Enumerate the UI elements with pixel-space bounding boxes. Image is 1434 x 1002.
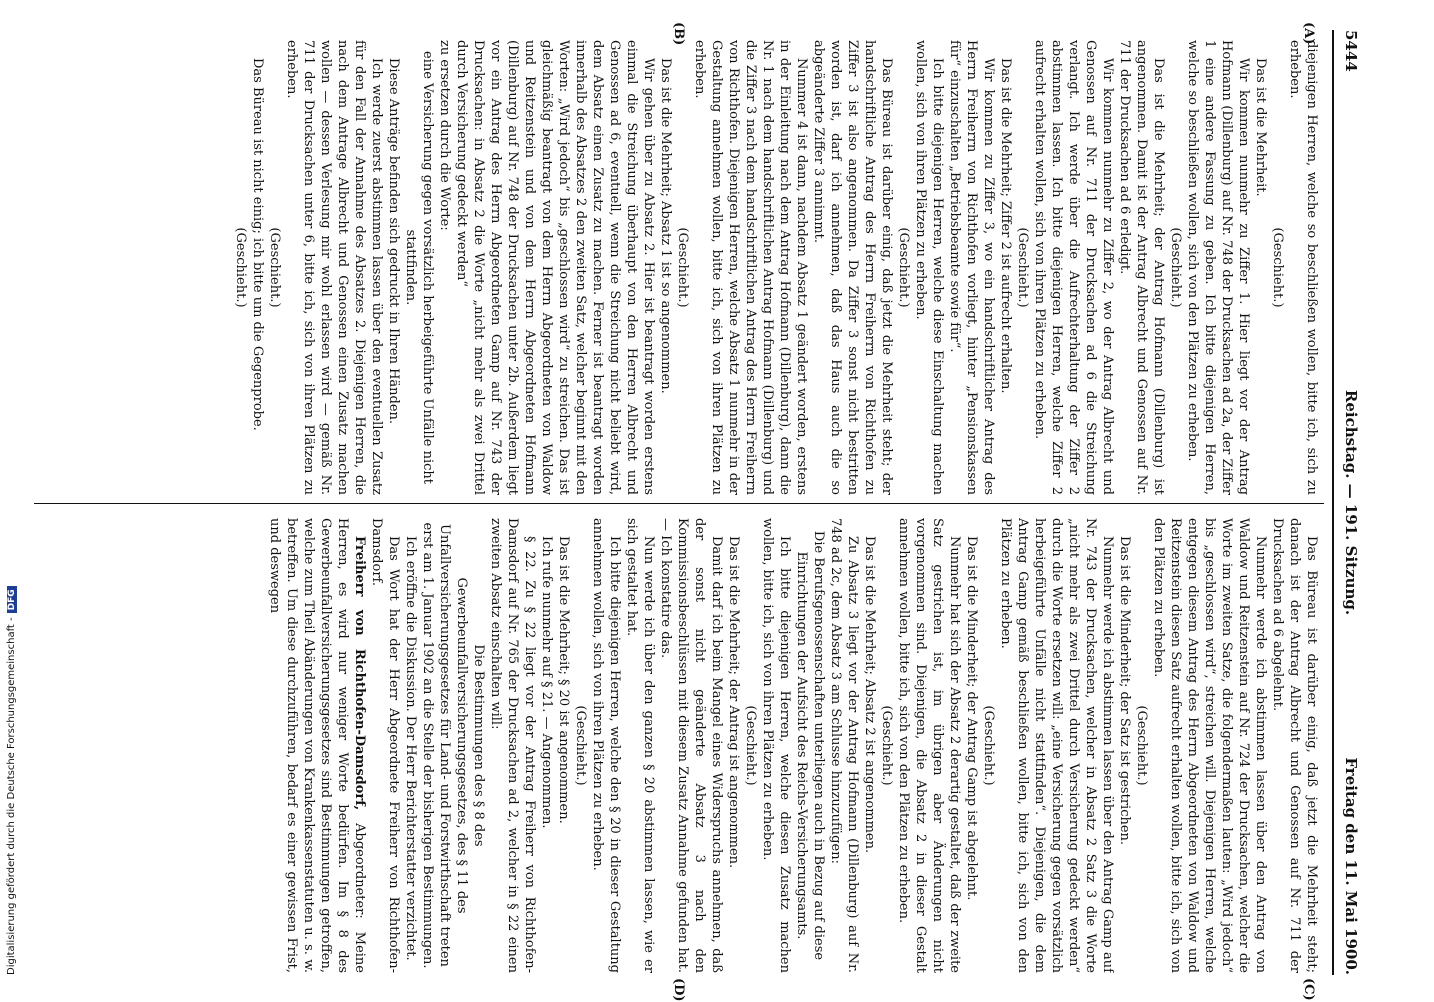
paragraph: Das Büreau ist darüber einig, daß jetzt die Mehrheit steht; danach ist der Antrag Albrecht und Genossen auf Nr. 711 der Drucksachen ad 6 abgelehnt. bbox=[1270, 518, 1319, 973]
stage-direction: (Geschieht.) bbox=[233, 227, 248, 308]
digitization-credit bbox=[0, 0, 30, 1000]
speaker-name: Freiherr von Richthofen-Damsdorf, bbox=[352, 536, 367, 811]
paragraph bbox=[266, 518, 368, 973]
margin-mark-a: (A) bbox=[1301, 22, 1316, 45]
paragraph: Die Berufsgenossenschaften unterliegen auch in Bezug auf diese Einrichtungen der Aufsicht des Reichs-Versicherungsamts. bbox=[794, 530, 826, 961]
paragraph: Das ist die Mehrheit; § 20 ist angenommen. bbox=[556, 536, 571, 824]
paragraph: Nunmehr werde ich abstimmen lassen über den Antrag von Waldow und Reitzenstein auf Nr. 724 der Drucksachen, welcher die Worte im zweiten Satze, die folgendermaßen lauten: „Wird jedoch“ bis „geschlossen wird“, streichen will. Diejenigen Herren, welche entgegen diesem Antrag des Herrn Abgeordneten von Waldow und Reitzenstein diesen Satz aufrecht erhalten wollen, bitte ich, sich von den Plätzen zu erheben. bbox=[1151, 518, 1268, 973]
paragraph: Wir kommen zu Ziffer 3, wo ein handschriftlicher Antrag des Herrn Freiherrn von Richthofen vorliegt, hinter „Pensionskassen für“ einzuschalten „Betriebsbeamte sowie für“. bbox=[947, 40, 996, 495]
stage-direction: (Geschieht.) bbox=[743, 705, 758, 786]
stage-direction: (Geschieht.) bbox=[1270, 227, 1285, 308]
paragraph: § 22. Zu § 22 liegt vor der Antrag Freiherr von Richthofen-Damsdorf auf Nr. 765 der Drucksachen ad 2, welcher in § 22 einen zweiten Absatz einschalten will: bbox=[488, 518, 537, 973]
stage-direction: (Geschieht.) bbox=[981, 705, 996, 786]
paragraph: Wir kommen nunmehr zu Ziffer 1. Hier liegt vor der Antrag Hofmann (Dillenburg) auf Nr. 748 der Drucksachen ad 2a, der Ziffer 1 eine andere Fassung zu geben. Ich bitte diejenigen Herren, welche so beschließen wollen, sich von den Plätzen zu erheben. bbox=[1185, 40, 1251, 495]
column-divider bbox=[34, 503, 1324, 504]
paragraph: Das ist die Mehrheit; der Antrag Hofmann (Dillenburg) ist angenommen. Damit ist der Antrag Albrecht und Genossen auf Nr. 711 der Drucksachen ad 6 erledigt. bbox=[1117, 40, 1166, 495]
paragraph: Ich werde zuerst abstimmen lassen über den eventuellen Zusatz für den Fall der Annahme des Absatzes 2. Diejenigen Herren, die nach dem Antrage Albrecht und Genossen einen Zusatz machen wollen — dessen Verlesung mir wohl erlassen wird — gemäß Nr. 711 der Drucksachen unter 6, bitte ich, sich von ihren Plätzen zu erheben. bbox=[284, 40, 384, 495]
paragraph: Das ist die Mehrheit; Ziffer 2 ist aufrecht erhalten. bbox=[998, 58, 1013, 394]
stage-direction: (Geschieht.) bbox=[1168, 227, 1183, 308]
paragraph: Das Wort hat der Herr Abgeordnete Freiherr von Richthofen-Damsdorf. bbox=[369, 518, 401, 973]
margin-mark-d: (D) bbox=[671, 978, 686, 1002]
paragraph: zu ersetzen durch die Worte: bbox=[437, 40, 452, 231]
session-date: Freitag den 11. Mai 1900. bbox=[1342, 757, 1360, 975]
paragraph: diejenigen Herren, welche so beschließen wollen, bitte ich, sich zu erheben. bbox=[1287, 40, 1319, 495]
paragraph: Wir kommen nunmehr zu Ziffer 2, wo der Antrag Albrecht und Genossen auf Nr. 711 der Drucksachen ad 6 die Streichung verlangt. Ich werde über die Aufrechterhaltung der Ziffer 2 abstimmen lassen. Ich bitte diejenigen Herren, welche Ziffer 2 aufrecht erhalten wollen, sich von ihren Plätzen zu erheben. bbox=[1032, 40, 1115, 495]
paragraph: Das ist die Mehrheit. bbox=[1253, 58, 1268, 197]
paragraph: Ich rufe nunmehr auf § 21. — Angenommen. bbox=[539, 536, 554, 829]
paragraph: Das Büreau ist darüber einig, daß jetzt die Mehrheit steht; der handschriftliche Antrag des Herrn Freiherrn von Richthofen zu Ziffer 3 ist also angenommen. Da Ziffer 3 sonst nicht bestritten worden ist, darf ich annehmen, daß das Haus auch die so abgeänderte Ziffer 3 annimmt. bbox=[811, 40, 894, 495]
paragraph: Das Büreau ist nicht einig; ich bitte um die Gegenprobe. bbox=[250, 58, 265, 431]
right-text-column bbox=[30, 518, 1320, 973]
stage-direction: (Geschieht.) bbox=[573, 705, 588, 786]
stage-direction: (Geschieht.) bbox=[1134, 705, 1149, 786]
dfg-logo: DFG bbox=[7, 586, 17, 613]
credit-text: Digitalisierung gefördert durch die Deutsche Forschungsgemeinschaft - bbox=[6, 617, 17, 975]
paragraph: Zu Absatz 3 liegt vor der Antrag Hofmann (Dillenburg) auf Nr. 748 ad 2c, dem Absatz 3 am Schlusse hinzuzufügen: bbox=[828, 518, 860, 973]
paragraph: Ich bitte diejenigen Herren, welche diese Einschaltung machen wollen, sich von ihren Plätzen zu erheben. bbox=[913, 40, 945, 495]
paragraph: Das ist die Mehrheit; Absatz 2 ist angenommen. bbox=[862, 536, 877, 854]
paragraph: Nunmehr werde ich abstimmen lassen über den Antrag Gamp auf Nr. 743 der Drucksachen, welcher in Absatz 2 Satz 3 die Worte „nicht mehr als zwei Drittel durch Versicherung gedeckt werden“ durch die Worte ersetzen will: „eine Versicherung gegen vorsätzlich herbeigeführte Unfälle nicht stattfinden“. Diejenigen, die dem Antrag Gamp gemäß beschließen wollen, bitte ich, sich von den Plätzen zu erheben. bbox=[998, 518, 1115, 973]
paragraph: Ich bitte diejenigen Herren, welche diesen Zusatz machen wollen, bitte ich, sich von ihren Plätzen zu erheben. bbox=[760, 518, 792, 973]
stage-direction: (Geschieht.) bbox=[1015, 227, 1030, 308]
paragraph: eine Versicherung gegen vorsätzlich herbeigeführte Unfälle nicht stattfinden. bbox=[403, 51, 435, 484]
paragraph: Damit darf ich beim Mangel eines Widerspruchs annehmen, daß der sonst nicht geänderte Absatz 3 nach den Kommissionsbeschlüssen mit diesem Zusatz Annahme gefunden hat. — Ich konstatire das. bbox=[658, 518, 724, 973]
stage-direction: (Geschieht.) bbox=[896, 227, 911, 308]
paragraph: Das ist die Minderheit; der Satz ist gestrichen. bbox=[1117, 536, 1132, 846]
paragraph: Ich bitte diejenigen Herren, welche den § 20 in dieser Gestaltung annehmen wollen, sich von ihren Plätzen zu erheben. bbox=[590, 518, 622, 973]
paragraph: Das ist die Minderheit; der Antrag Gamp ist abgelehnt. bbox=[964, 536, 979, 901]
paragraph: Das ist die Mehrheit; Absatz 1 ist so angenommen. bbox=[658, 58, 673, 394]
page-number: 5444 bbox=[1342, 30, 1360, 72]
paragraph: Nummer 4 ist dann, nachdem Absatz 1 geändert worden, erstens in der Einleitung nach dem Antrag Hofmann (Dillenburg), dann die Nr. 1 nach dem handschriftlichen Antrag Hofmann (Dillenburg) und die Ziffer 3 nach dem handschriftlichen Antrag des Herrn Freiherrn von Richthofen. Diejenigen Herren, welche Absatz 1 nunmehr in der Gestaltung annehmen wollen, bitte ich, sich von ihren Plätzen zu erheben. bbox=[692, 40, 809, 495]
paragraph: Das ist die Mehrheit; der Antrag ist angenommen. bbox=[726, 536, 741, 869]
stage-direction: (Geschieht.) bbox=[675, 227, 690, 308]
paragraph: Die Bestimmungen des § 8 des Gewerbeunfallversicherungsgesetzes, des § 11 des Unfallversicherungsgesetzes für Land- und Forstwirthschaft treten erst am 1. Januar 1902 an die Stelle der bisherigen Bestimmungen. bbox=[420, 522, 486, 969]
margin-mark-b: (B) bbox=[671, 22, 686, 46]
left-text-column bbox=[30, 40, 1320, 495]
header-rule bbox=[1332, 30, 1334, 975]
session-title: Reichstag. — 191. Sitzung. bbox=[1342, 389, 1360, 616]
paragraph: Diese Anträge befinden sich gedruckt in Ihren Händen. bbox=[386, 58, 401, 425]
speech-text: Abgeordneter: Meine Herren, es wird nur weniger Worte bedürfen. Im § 8 des Gewerbeunfallversicherungsgesetzes sind Bestimmungen getroffen, welche zum Theil Abänderungen von Krankenkassenstatuten u. s. w. betreffen. Um diese durchzuführen, bedarf es einer gewissen Frist, und deswegen bbox=[267, 518, 367, 973]
paragraph: Nun werde ich über den ganzen § 20 abstimmen lassen, wie er sich gestaltet hat. bbox=[624, 518, 656, 973]
paragraph: Wir gehen über zu Absatz 2. Hier ist beantragt worden erstens einmal die Streichung überhaupt von den Herren Albrecht und Genossen ad 6, eventuell, wenn die Streichung nicht beliebt wird, dem Absatz einen Zusatz zu machen. Ferner ist beantragt worden innerhalb des Absatzes 2 den zweiten Satz, welcher beginnt mit den Worten: „Wird jedoch“ bis „geschlossen wird“ zu streichen. Das ist gleichmäßig beantragt von dem Herrn Abgeordneten von Waldow und Reitzenstein und von dem Herrn Abgeordneten Hofmann (Dillenburg) auf Nr. 748 der Drucksachen unter 2b. Außerdem liegt vor ein Antrag des Herrn Abgeordneten Gamp auf Nr. 743 der Drucksachen: in Absatz 2 die Worte „nicht mehr als zwei Drittel durch Versicherung gedeckt werden“ bbox=[454, 40, 656, 495]
paragraph: Nunmehr hat sich der Absatz 2 derartig gestaltet, daß der zweite Satz gestrichen ist, im übrigen aber Änderungen nicht vorgenommen sind. Diejenigen, die Absatz 2 in dieser Gestalt annehmen wollen, bitte ich, sich von den Plätzen zu erheben. bbox=[896, 518, 962, 973]
page-header bbox=[1330, 30, 1366, 975]
paragraph: Ich eröffne die Diskussion. Der Herr Berichterstatter verzichtet. bbox=[403, 536, 418, 961]
stage-direction: (Geschieht.) bbox=[879, 705, 894, 786]
stage-direction: (Geschieht.) bbox=[267, 227, 282, 308]
margin-mark-c: (C) bbox=[1301, 978, 1316, 1001]
